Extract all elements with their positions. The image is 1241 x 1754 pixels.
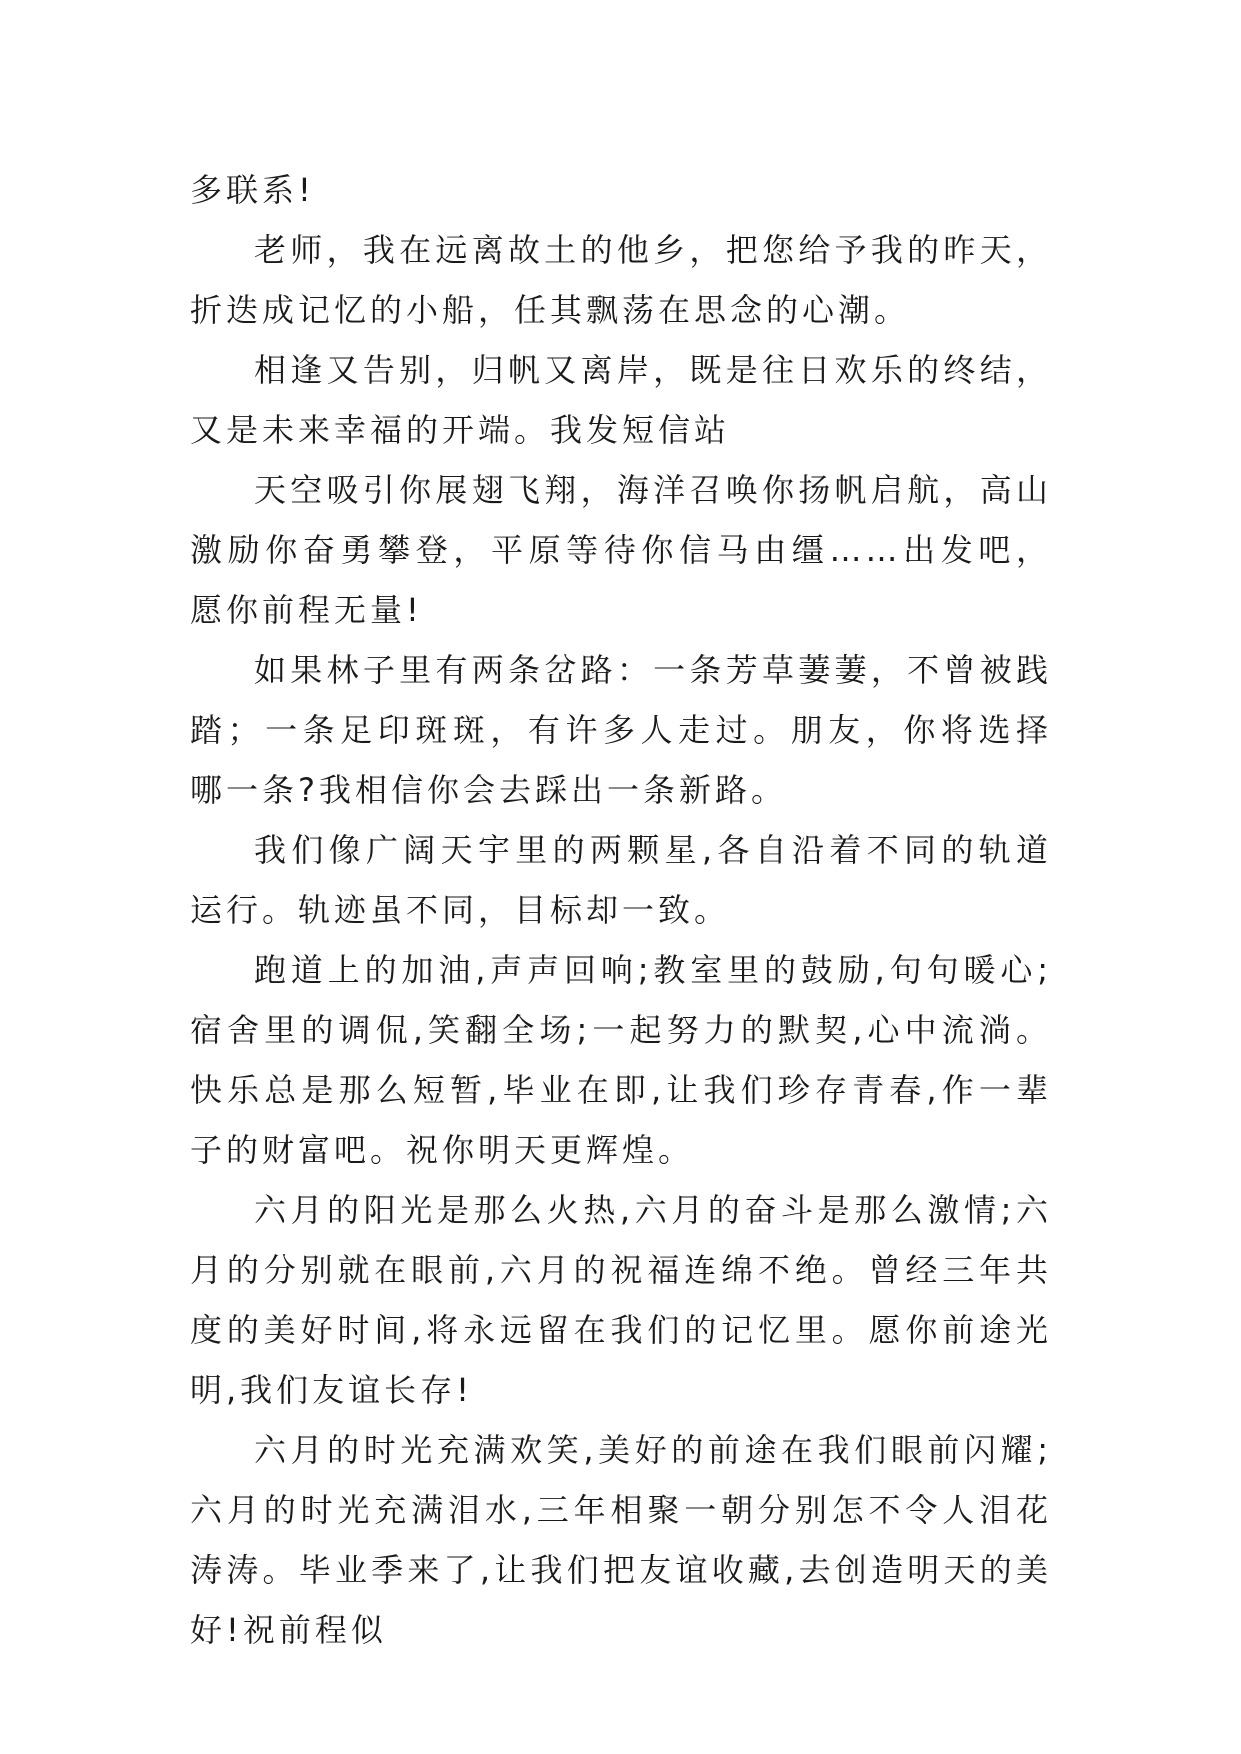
paragraph-4: 天空吸引你展翅飞翔，海洋召唤你扬帆启航，高山激励你奋勇攀登，平原等待你信马由缰……出发吧，愿你前程无量!	[190, 471, 1052, 629]
document-body	[190, 160, 1052, 1660]
paragraph-9: 六月的时光充满欢笑,美好的前途在我们眼前闪耀;六月的时光充满泪水,三年相聚一朝分别怎不令人泪花涛涛。毕业季来了,让我们把友谊收藏,去创造明天的美好!祝前程似	[190, 1431, 1052, 1649]
paragraph-1: 多联系!	[190, 171, 315, 209]
paragraph-8: 六月的阳光是那么火热,六月的奋斗是那么激情;六月的分别就在眼前,六月的祝福连绵不绝。曾经三年共度的美好时间,将永远留在我们的记忆里。愿你前途光明,我们友谊长存!	[190, 1191, 1052, 1409]
paragraph-7: 跑道上的加油,声声回响;教室里的鼓励,句句暖心;宿舍里的调侃,笑翻全场;一起努力的默契,心中流淌。快乐总是那么短暂,毕业在即,让我们珍存青春,作一辈子的财富吧。祝你明天更辉煌。	[190, 951, 1052, 1169]
paragraph-3: 相逢又告别，归帆又离岸，既是往日欢乐的终结，又是未来幸福的开端。我发短信站	[190, 351, 1052, 449]
paragraph-6: 我们像广阔天宇里的两颗星,各自沿着不同的轨道运行。轨迹虽不同，目标却一致。	[190, 831, 1052, 929]
paragraph-5: 如果林子里有两条岔路：一条芳草萋萋，不曾被践踏；一条足印斑斑，有许多人走过。朋友，你将选择哪一条?我相信你会去踩出一条新路。	[190, 651, 1052, 809]
paragraph-2: 老师，我在远离故土的他乡，把您给予我的昨天，折迭成记忆的小船，任其飘荡在思念的心潮。	[190, 231, 1052, 329]
